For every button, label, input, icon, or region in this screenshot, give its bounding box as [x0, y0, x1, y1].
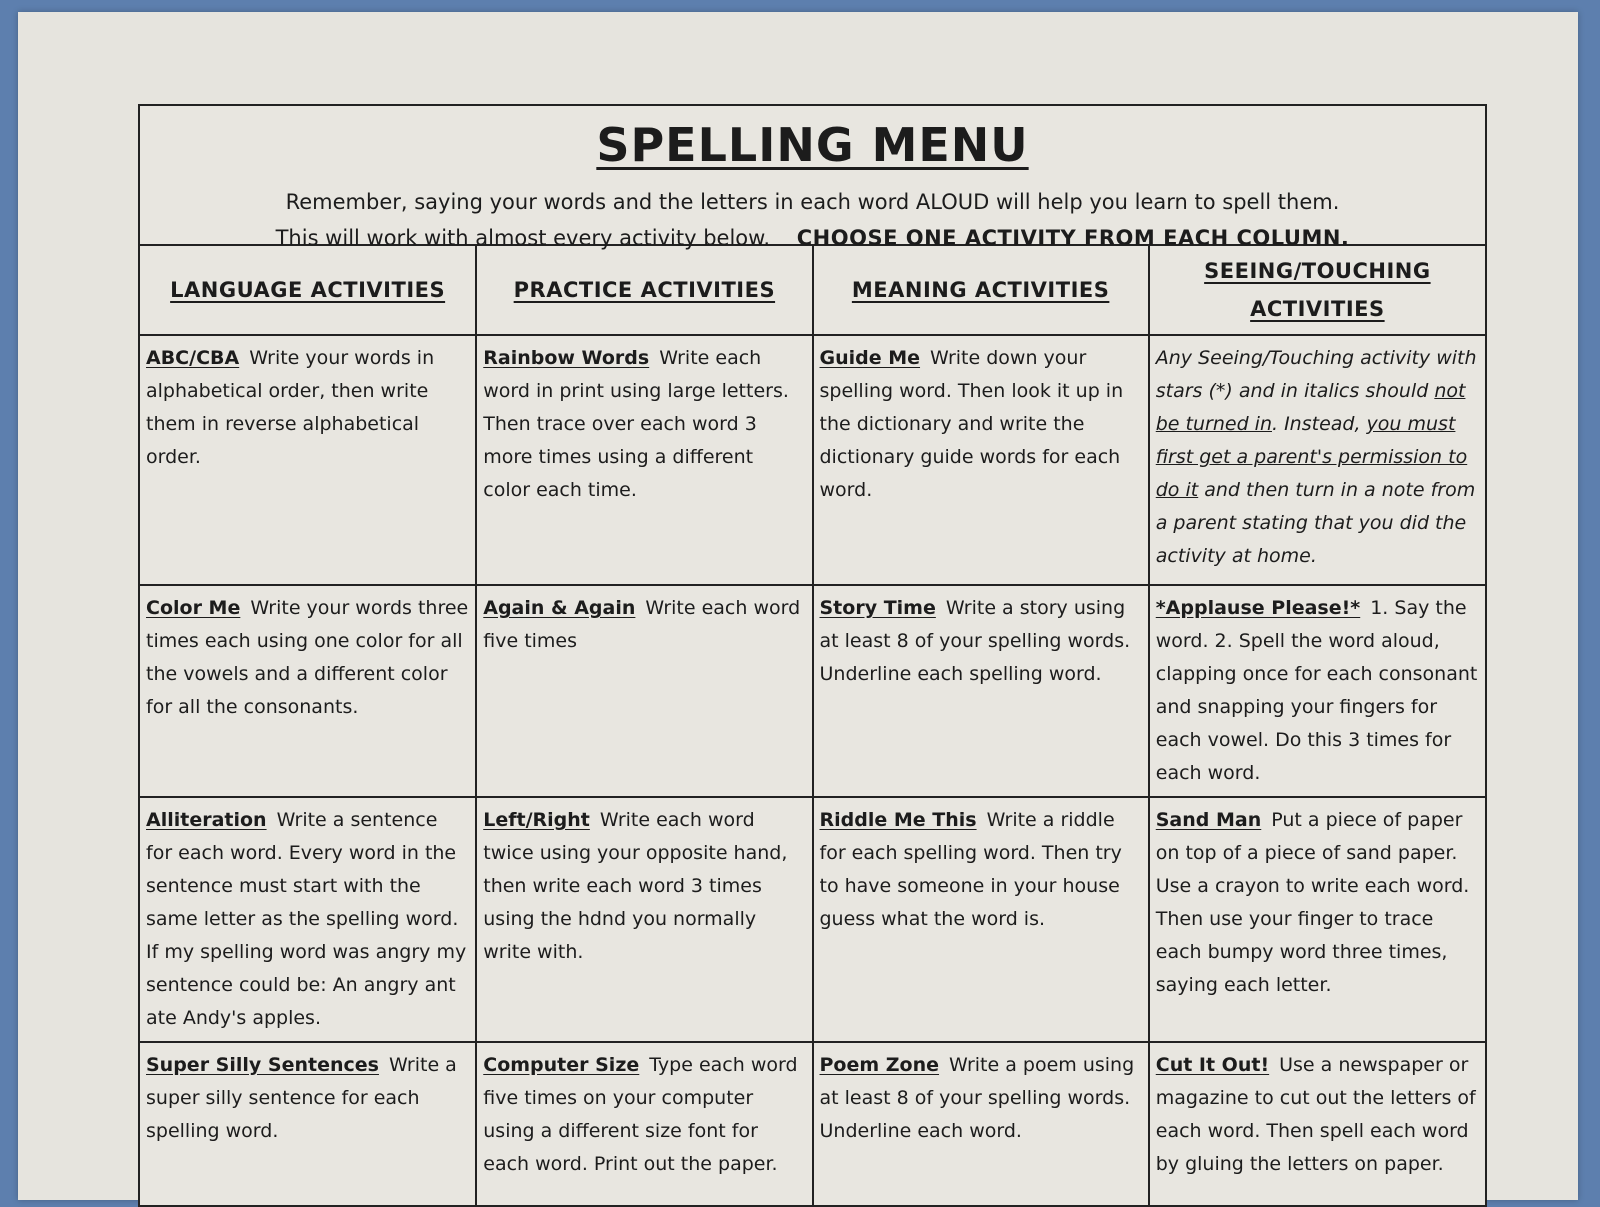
activity-cell	[476, 1042, 812, 1205]
activity-cell	[476, 335, 812, 585]
column-header-seeing-touching: SEEING/TOUCHING ACTIVITIES	[1149, 246, 1485, 335]
activity-cell	[1149, 797, 1485, 1042]
activity-cell	[1149, 1042, 1485, 1205]
note-emphasis: not be turned in	[1155, 380, 1466, 435]
activity-name: Computer Size	[483, 1054, 640, 1076]
activity-cell	[813, 335, 1149, 585]
activity-text: Write each word in print using large letters. Then trace over each word 3 more times using a different color each time.	[483, 347, 789, 501]
activity-name: Color Me	[146, 597, 241, 619]
activity-cell	[140, 797, 476, 1042]
activity-name: Rainbow Words	[483, 347, 650, 369]
paper-sheet	[18, 12, 1578, 1200]
activity-cell	[140, 335, 476, 585]
intro-line-2-text: This will work with almost every activity below.	[275, 226, 771, 250]
activity-cell	[813, 1042, 1149, 1205]
activity-name: Cut It Out!	[1155, 1054, 1270, 1076]
intro-instruction: CHOOSE ONE ACTIVITY FROM EACH COLUMN.	[796, 226, 1350, 250]
column-header-practice: PRACTICE ACTIVITIES	[476, 246, 812, 335]
menu-header	[140, 106, 1485, 250]
note-text: Any Seeing/Touching activity with stars (*) and in italics should	[1155, 347, 1477, 402]
activity-cell	[140, 585, 476, 797]
activity-text: Write a sentence for each word. Every word in the sentence must start with the same letter as the spelling word. If my spelling word was angry my sentence could be: An angry ant ate Andy's apples.	[146, 809, 467, 1029]
activity-row	[140, 1042, 1485, 1205]
activity-cell	[813, 797, 1149, 1042]
seeing-touching-note-cell	[1149, 335, 1485, 585]
spelling-menu	[138, 104, 1487, 1207]
activity-name: Alliteration	[146, 809, 267, 831]
activity-name: Sand Man	[1155, 809, 1262, 831]
activity-name: *Applause Please!*	[1155, 597, 1361, 619]
activity-text: Use a newspaper or magazine to cut out the letters of each word. Then spell each word by gluing the letters on paper.	[1155, 1054, 1476, 1175]
activity-name: Story Time	[819, 597, 936, 619]
activity-text: Write your words three times each using one color for all the vowels and a different color for all the consonants.	[146, 597, 469, 718]
activity-text: Write each word five times	[483, 597, 801, 652]
activity-text: Write your words in alphabetical order, then write them in reverse alphabetical order.	[146, 347, 435, 468]
activity-cell	[1149, 585, 1485, 797]
activity-text: Write each word twice using your opposite hand, then write each word 3 times using the hdnd you normally write with.	[483, 809, 788, 963]
note-emphasis: you must first get a parent's permission to do it	[1155, 413, 1468, 501]
column-header-meaning: MEANING ACTIVITIES	[813, 246, 1149, 335]
activity-name: Super Silly Sentences	[146, 1054, 379, 1076]
activity-name: Again & Again	[483, 597, 636, 619]
activity-row	[140, 797, 1485, 1042]
activity-cell	[476, 797, 812, 1042]
activity-text: 1. Say the word. 2. Spell the word aloud, clapping once for each consonant and snapping your fingers for each vowel. Do this 3 times for each word.	[1155, 597, 1478, 784]
column-header-language: LANGUAGE ACTIVITIES	[140, 246, 476, 335]
activity-text: Write a poem using at least 8 of your spelling words. Underline each word.	[819, 1054, 1135, 1142]
activity-text: Type each word five times on your computer using a different size font for each word. Print out the paper.	[483, 1054, 798, 1175]
activity-name: ABC/CBA	[146, 347, 240, 369]
activity-row	[140, 585, 1485, 797]
activity-text: Put a piece of paper on top of a piece of sand paper. Use a crayon to write each word. Then use your finger to trace each bumpy word three times, saying each letter.	[1155, 809, 1470, 996]
activity-name: Riddle Me This	[819, 809, 977, 831]
activity-cell	[476, 585, 812, 797]
activity-name: Left/Right	[483, 809, 590, 831]
note-text: . Instead,	[1272, 413, 1367, 435]
intro-line-1: Remember, saying your words and the letters in each word ALOUD will help you learn to spell them.	[285, 190, 1340, 214]
activity-row	[140, 335, 1485, 585]
intro-text	[160, 184, 1465, 256]
activity-name: Guide Me	[819, 347, 921, 369]
page-title: SPELLING MENU	[596, 118, 1029, 172]
activity-text: Write a riddle for each spelling word. Then try to have someone in your house guess what the word is.	[819, 809, 1122, 930]
activity-text: Write a super silly sentence for each spelling word.	[146, 1054, 457, 1142]
intro-line-2	[160, 220, 1465, 256]
activity-cell	[813, 585, 1149, 797]
activity-cell	[140, 1042, 476, 1205]
activity-name: Poem Zone	[819, 1054, 940, 1076]
note-text: and then turn in a note from a parent stating that you did the activity at home.	[1155, 479, 1476, 567]
activity-grid	[140, 246, 1485, 1205]
column-header-row	[140, 246, 1485, 335]
activity-text: Write down your spelling word. Then look it up in the dictionary and write the dictionary guide words for each word.	[819, 347, 1124, 501]
activity-text: Write a story using at least 8 of your spelling words. Underline each spelling word.	[819, 597, 1131, 685]
